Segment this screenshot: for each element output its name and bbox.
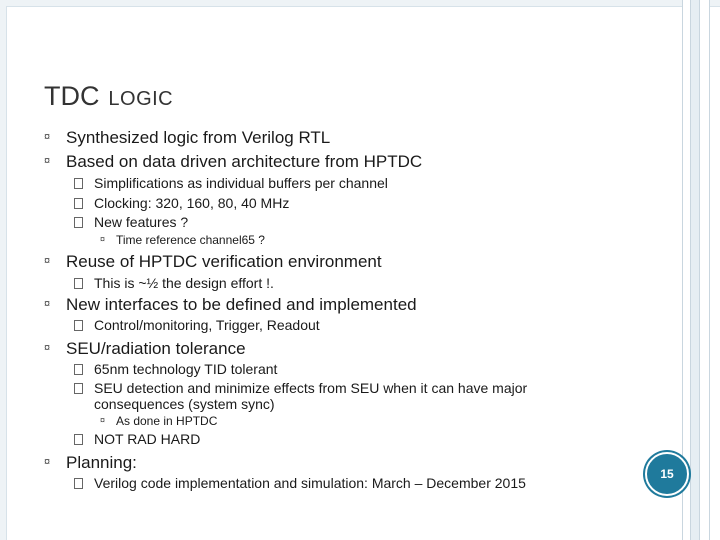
bullet-marker-icon: ¤ <box>44 255 51 267</box>
slide-frame-top <box>6 0 720 7</box>
bullet-text: SEU/radiation tolerance <box>66 339 246 358</box>
subbullet-marker-icon <box>74 318 84 328</box>
bullet-text: SEU detection and minimize effects from SEU when it can have major <box>94 380 528 396</box>
subbullet-marker-icon <box>74 176 84 186</box>
subbullet-marker-icon <box>74 381 84 391</box>
title-sub: LOGIC <box>108 88 174 110</box>
slide-title <box>44 76 173 113</box>
bullet-text: Clocking: 320, 160, 80, 40 MHz <box>94 195 290 211</box>
bullet-text: Reuse of HPTDC verification environment <box>66 252 382 271</box>
bullet-marker-icon: ¤ <box>44 155 51 167</box>
bullet-text: As done in HPTDC <box>116 414 218 428</box>
subbullet-marker-icon <box>74 476 84 486</box>
side-stripe <box>690 0 700 540</box>
subsubbullet-marker-icon: ¤ <box>100 415 106 425</box>
bullet-text: consequences (system sync) <box>94 396 275 412</box>
bullet-text: New interfaces to be defined and implemented <box>66 295 417 314</box>
bullet-text: Control/monitoring, Trigger, Readout <box>94 317 320 333</box>
subsubbullet-marker-icon: ¤ <box>100 234 106 244</box>
bullet-marker-icon: ¤ <box>44 298 51 310</box>
bullet-text: Verilog code implementation and simulation: March – December 2015 <box>94 475 526 491</box>
bullet-text: Simplifications as individual buffers per channel <box>94 175 388 191</box>
bullet-text: Time reference channel65 ? <box>116 233 265 247</box>
subbullet-marker-icon <box>74 362 84 372</box>
subbullet-marker-icon <box>74 196 84 206</box>
slide-frame-left <box>0 0 7 540</box>
bullet-text: New features ? <box>94 214 189 230</box>
bullet-text: Planning: <box>66 453 137 472</box>
page-number-badge: 15 <box>645 452 689 496</box>
subbullet-marker-icon <box>74 432 84 442</box>
bullet-marker-icon: ¤ <box>44 131 51 143</box>
subbullet-marker-icon <box>74 276 84 286</box>
bullet-text: This is ~½ the design effort !. <box>94 275 274 291</box>
bullet-text: NOT RAD HARD <box>94 431 201 447</box>
bullet-marker-icon: ¤ <box>44 342 51 354</box>
bullet-text: 65nm technology TID tolerant <box>94 361 278 377</box>
bullet-marker-icon: ¤ <box>44 456 51 468</box>
subbullet-marker-icon <box>74 215 84 225</box>
bullet-text: Synthesized logic from Verilog RTL <box>66 128 331 147</box>
title-main: TDC <box>44 81 100 111</box>
bullet-text: Based on data driven architecture from HPTDC <box>66 152 423 171</box>
